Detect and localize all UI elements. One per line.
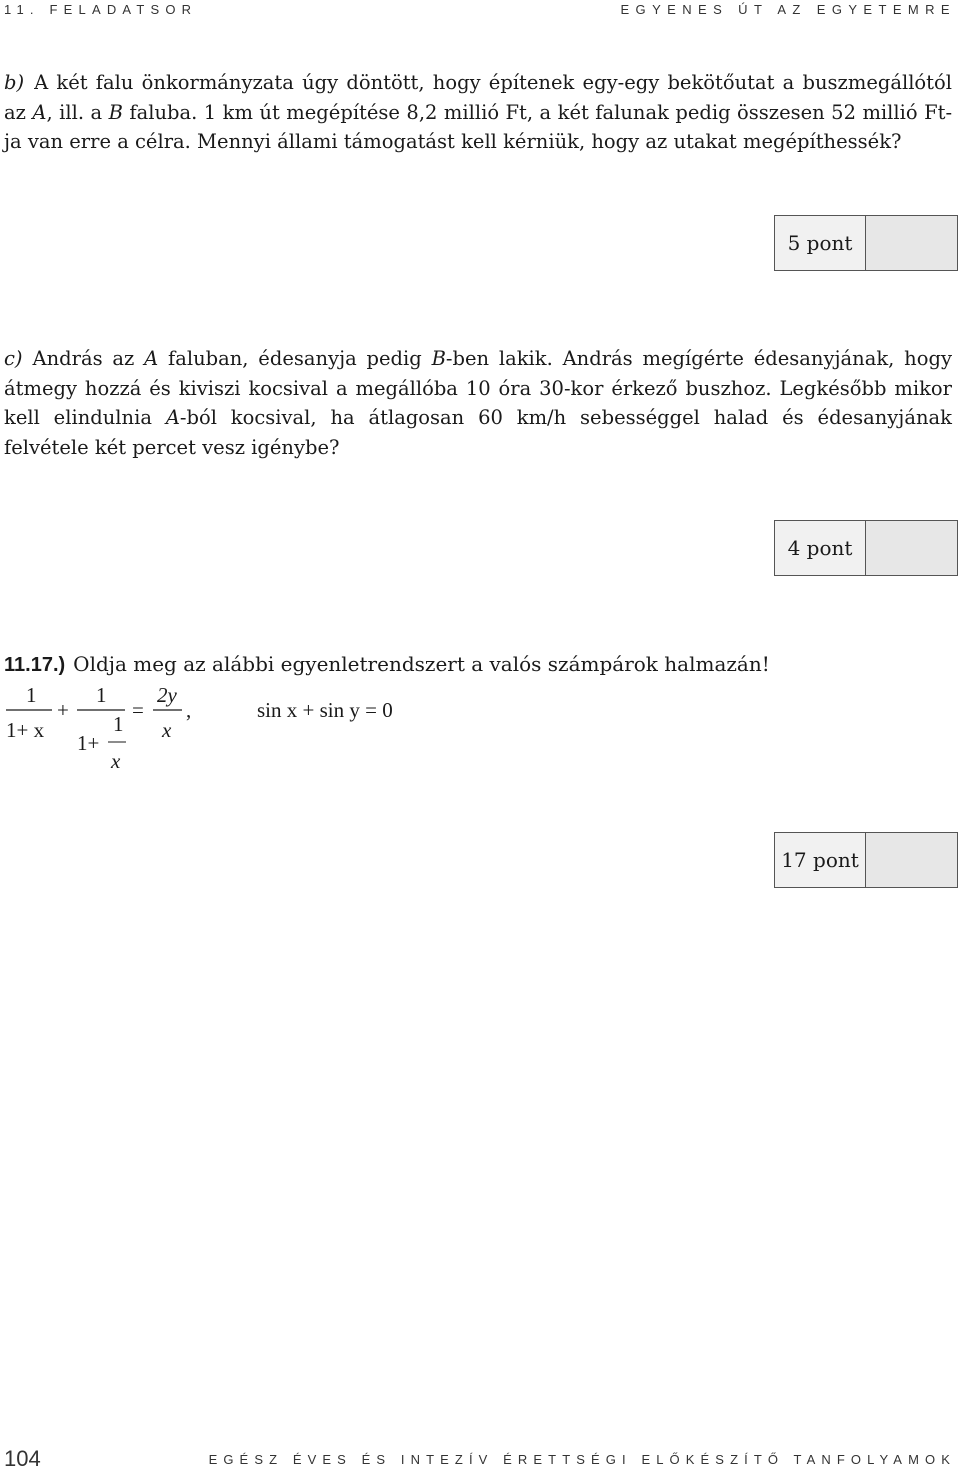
eq1-numerator-a: 1: [26, 683, 37, 707]
eq1-comma: ,: [186, 698, 192, 722]
part-c-text-3: -ben lakik. András megígérte édesanyjának, hogy átmegy hozzá és kiviszi kocsival a megállóba 10 óra 30-kor érkező buszhoz. Legkésőbb mikor kell elindulnia: [4, 347, 952, 429]
part-b-points-label: 5 pont: [774, 215, 866, 271]
eq1-numerator-b: 1: [96, 683, 107, 707]
eq1-inner-numerator: 1: [113, 712, 124, 736]
part-b-paragraph: [4, 68, 952, 157]
task-17-statement: [4, 652, 770, 677]
header-book-title: EGYENES ÚT AZ EGYETEMRE: [620, 2, 956, 17]
part-c-score-entry: [866, 520, 958, 576]
part-b-text-3: faluba. 1 km út megépítése 8,2 millió Ft, a két falunak pedig összesen 52 millió Ft-ja van erre a célra. Mennyi állami támogatást kell kérniük, hogy az utakat megépíthessék?: [4, 100, 953, 153]
eq1-inner-prefix: 1+: [77, 731, 100, 755]
page-number: 104: [4, 1446, 41, 1471]
footer-course-title: EGÉSZ ÉVES ÉS INTEZÍV ÉRETTSÉGI ELŐKÉSZÍTŐ TANFOLYAMOK: [208, 1452, 956, 1467]
part-c-var-a: A: [144, 347, 159, 370]
eq1-plus: +: [57, 698, 69, 722]
part-c-var-b: B: [431, 347, 446, 370]
task-17-text: Oldja meg az alábbi egyenletrendszert a valós számpárok halmazán!: [73, 652, 770, 676]
part-c-var-a2: A: [165, 406, 180, 429]
eq1-numerator-c: 2y: [157, 683, 177, 707]
header-series-title: 11. FELADATSOR: [4, 2, 198, 17]
part-b-label: b): [4, 71, 25, 94]
part-b-score-entry: [866, 215, 958, 271]
eq1-inner-denominator: x: [111, 749, 121, 773]
eq1-equals: =: [132, 698, 144, 722]
part-b-text-1: A két falu önkormányzata úgy döntött, hogy építenek egy-egy bekötőutat a buszmegállótól az: [4, 71, 952, 124]
equation-system: [0, 680, 460, 780]
part-b-score-box: [774, 215, 958, 271]
task-17-score-entry: [866, 832, 958, 888]
part-c-text-2: faluban, édesanyja pedig: [168, 347, 422, 370]
part-b-var-a: A: [32, 100, 47, 124]
part-c-points-label: 4 pont: [774, 520, 866, 576]
task-17-score-box: [774, 832, 958, 888]
eq1-denominator-c: x: [162, 718, 172, 742]
task-17-number: 11.17.): [4, 654, 66, 676]
equation-2: sin x + sin y = 0: [257, 698, 393, 722]
part-c-text-4: -ból kocsival, ha átlagosan 60 km/h sebességgel halad és édesanyjának felvétele két percet vesz igénybe?: [4, 406, 952, 459]
part-b-var-b: B: [108, 100, 123, 124]
part-b-text-2: , ill. a: [46, 100, 103, 124]
task-17-points-label: 17 pont: [774, 832, 866, 888]
part-c-label: c): [4, 347, 23, 370]
eq1-denominator-a: 1+ x: [6, 718, 45, 742]
part-c-paragraph: [4, 344, 952, 462]
part-c-text-1: András az: [32, 347, 135, 370]
part-c-score-box: [774, 520, 958, 576]
